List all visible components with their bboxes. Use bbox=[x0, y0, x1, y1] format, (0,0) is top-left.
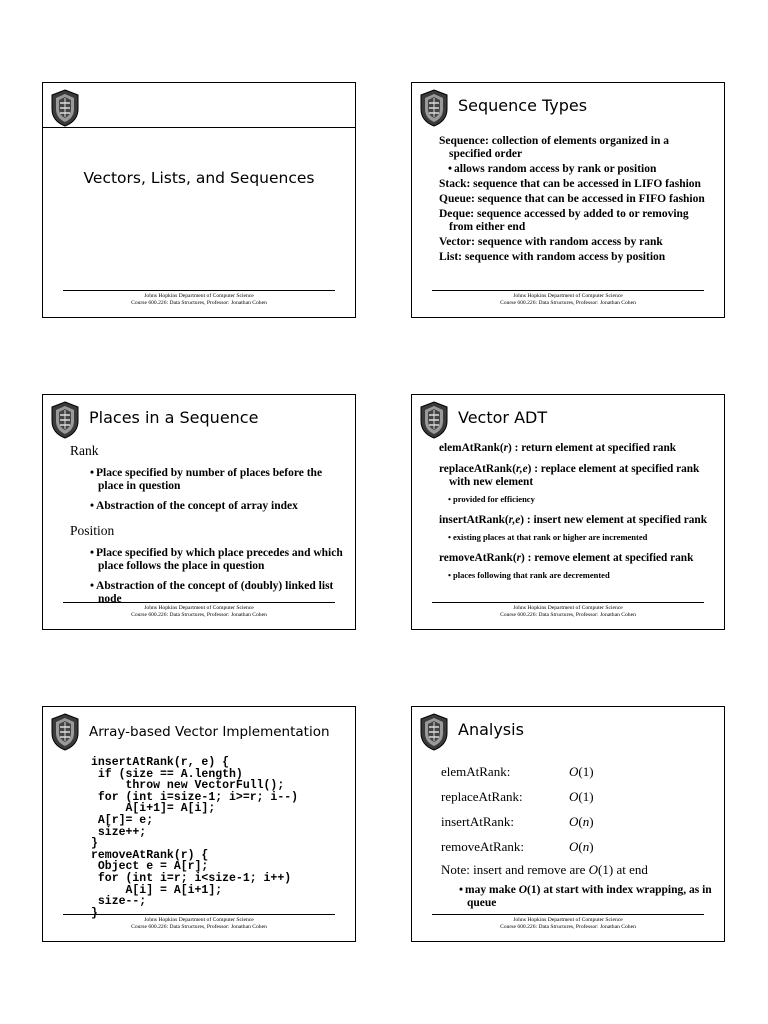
footer-line-2: Course 600.226: Data Structures, Professor: Jonathan Cohen bbox=[500, 924, 636, 930]
slide-heading: Vector ADT bbox=[458, 408, 548, 427]
jhu-seal-icon bbox=[50, 713, 80, 751]
footer-line-2: Course 600.226: Data Structures, Professor: Jonathan Cohen bbox=[500, 300, 636, 306]
operation-item: removeAtRank(r) : remove element at specified rank bbox=[439, 552, 694, 564]
slide-body bbox=[439, 135, 714, 266]
complexity-row: insertAtRank: O(n) bbox=[441, 813, 594, 829]
slide-title-text: Vectors, Lists, and Sequences bbox=[83, 169, 315, 187]
jhu-seal-icon bbox=[419, 401, 449, 439]
title-divider bbox=[43, 127, 355, 128]
slide-body bbox=[70, 443, 345, 608]
slide-footer bbox=[432, 290, 704, 313]
slide-body bbox=[439, 442, 714, 584]
bullet-icon: • bbox=[459, 884, 464, 896]
slide-footer bbox=[63, 290, 335, 313]
position-heading: Position bbox=[70, 523, 115, 538]
footer-line-1: Johns Hopkins Department of Computer Science bbox=[513, 917, 623, 923]
bullet-icon: • bbox=[448, 494, 451, 504]
operation-item: elemAtRank(r) : return element at specified rank bbox=[439, 442, 677, 454]
slide-title bbox=[42, 82, 356, 318]
list-item: Vector: sequence with random access by rank bbox=[439, 236, 663, 248]
footer-line-1: Johns Hopkins Department of Computer Science bbox=[513, 605, 623, 611]
slide-footer bbox=[432, 602, 704, 625]
rank-heading: Rank bbox=[70, 443, 99, 458]
jhu-seal-icon bbox=[419, 713, 449, 751]
footer-line-1: Johns Hopkins Department of Computer Science bbox=[144, 293, 254, 299]
footer-line-2: Course 600.226: Data Structures, Professor: Jonathan Cohen bbox=[131, 612, 267, 618]
list-item: • Place specified by number of places before the place in question bbox=[90, 467, 323, 492]
jhu-seal-icon bbox=[419, 89, 449, 127]
analysis-sub-note: • may make O(1) at start with index wrapping, as in queue bbox=[459, 884, 712, 909]
slide-footer bbox=[63, 914, 335, 937]
list-item: List: sequence with random access by position bbox=[439, 251, 666, 263]
footer-line-1: Johns Hopkins Department of Computer Science bbox=[144, 917, 254, 923]
footer-line-2: Course 600.226: Data Structures, Professor: Jonathan Cohen bbox=[500, 612, 636, 618]
slide-body bbox=[441, 759, 714, 912]
operation-note: • existing places at that rank or higher are incremented bbox=[448, 532, 648, 542]
slide-heading: Sequence Types bbox=[458, 96, 588, 115]
jhu-seal-icon bbox=[50, 89, 80, 127]
slide-vector-adt bbox=[411, 394, 725, 630]
slide-footer bbox=[432, 914, 704, 937]
complexity-row: elemAtRank: O(1) bbox=[441, 763, 594, 779]
operation-note: • places following that rank are decremented bbox=[448, 570, 610, 580]
list-item: Stack: sequence that can be accessed in LIFO fashion bbox=[439, 178, 701, 190]
jhu-seal-icon bbox=[50, 401, 80, 439]
bullet-icon: • bbox=[448, 570, 451, 580]
analysis-note: Note: insert and remove are O(1) at end bbox=[441, 862, 648, 877]
list-item: Queue: sequence that can be accessed in FIFO fashion bbox=[439, 193, 705, 205]
bullet-icon: • bbox=[448, 532, 451, 542]
list-item: Sequence: collection of elements organized in a specified order bbox=[439, 135, 669, 160]
slide-sequence-types bbox=[411, 82, 725, 318]
footer-line-2: Course 600.226: Data Structures, Professor: Jonathan Cohen bbox=[131, 924, 267, 930]
bullet-icon: • bbox=[90, 580, 95, 592]
list-item: • Abstraction of the concept of (doubly) linked list node bbox=[90, 580, 334, 605]
complexity-row: replaceAtRank: O(1) bbox=[441, 788, 594, 804]
bullet-icon: • bbox=[90, 467, 95, 479]
operation-note: • provided for efficiency bbox=[448, 494, 535, 504]
slide-heading: Places in a Sequence bbox=[89, 408, 259, 427]
footer-line-1: Johns Hopkins Department of Computer Science bbox=[144, 605, 254, 611]
footer-line-2: Course 600.226: Data Structures, Professor: Jonathan Cohen bbox=[131, 300, 267, 306]
slide-heading: Analysis bbox=[458, 720, 524, 739]
operation-item: insertAtRank(r,e) : insert new element at specified rank bbox=[439, 514, 707, 526]
bullet-icon: • bbox=[90, 500, 95, 512]
list-item: Deque: sequence accessed by added to or removing from either end bbox=[439, 208, 689, 233]
slide-places-in-sequence bbox=[42, 394, 356, 630]
slide-analysis bbox=[411, 706, 725, 942]
bullet-icon: • bbox=[448, 163, 453, 175]
list-item: • Place specified by which place precedes and which place follows the place in question bbox=[90, 547, 343, 572]
code-block: insertAtRank(r, e) { if (size == A.length) throw new VectorFull(); for (int i=size-1; i>=r; i--) A[i+1]= A[i]; A[r]= e; size++; } removeAtRank(r) { Object e = A[r]; for (int i=r; i<size-1; i++) A[i] = A[i+1]; size--; } bbox=[91, 756, 299, 920]
bullet-icon: • bbox=[90, 547, 95, 559]
complexity-row: removeAtRank: O(n) bbox=[441, 838, 594, 854]
footer-line-1: Johns Hopkins Department of Computer Science bbox=[513, 293, 623, 299]
slide-array-vector-impl bbox=[42, 706, 356, 942]
sub-list-item: • allows random access by rank or position bbox=[448, 163, 657, 175]
slide-heading: Array-based Vector Implementation bbox=[89, 724, 330, 740]
slide-footer bbox=[63, 602, 335, 625]
operation-item: replaceAtRank(r,e) : replace element at specified rank with new element bbox=[439, 463, 700, 488]
list-item: • Abstraction of the concept of array index bbox=[90, 500, 298, 512]
